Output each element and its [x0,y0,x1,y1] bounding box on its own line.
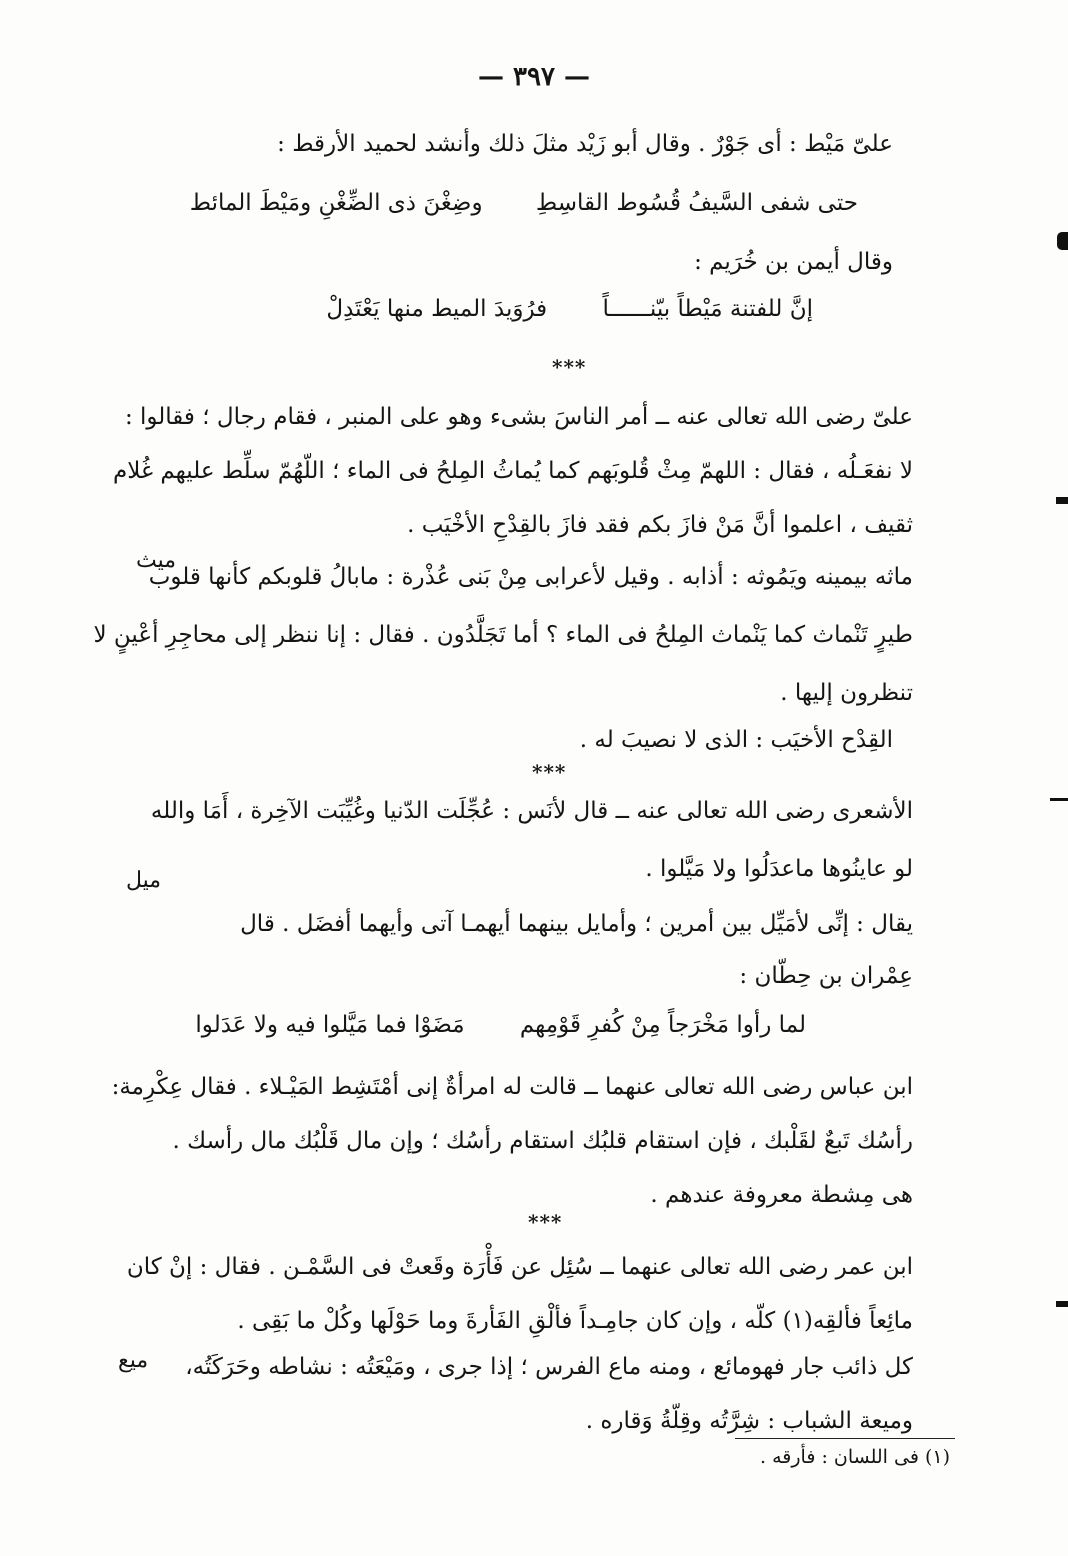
verse-hemistich-right: إنَّ للفتنة مَيْطاً بيّنــــــاً [602,296,813,322]
verse-hemistich-left: مَضَوْا فما مَيَّلوا فيه ولا عَدَلوا [195,1012,465,1038]
paragraph-mayl [240,898,913,1002]
text-line: علىّ مَيْط : أى جَوْرٌ . وقال أبو زَيْد مثلَ ذلك وأنشد لحميد الأرقط : [277,131,893,157]
text-line: وقال أيمن بن خُرَيم : [694,249,893,275]
text-line: الأشعرى رضى الله تعالى عنه ــ قال لأنَس : عُجِّلَت الدّنيا وغُيِّبَت الآخِرة ، أَمَا والله [150,798,913,824]
text-line: وميعة الشباب : شِرَّتُه وقِلّةُ وَقاره . [585,1408,913,1434]
text-line: مائِعاً فألقِه(١) كلّه ، وإن كان جامِـداً فألْقِ الفَأرةَ وما حَوْلَها وكُلْ ما بَقِى . [237,1308,913,1334]
text-line: رأسُك تَبعٌ لقَلْبك ، فإن استقام قلبُك استقام رأسُك ؛ وإن مال قَلْبُك مال رأسك . [172,1128,913,1154]
verse-hemistich-right: حتى شفى السَّيفُ قُسُوط القاسِطِ [535,190,858,216]
footnote: (١) فى اللسان : فأرقه . [760,1446,950,1468]
paragraph-line [694,240,893,284]
paragraph-ali [113,390,913,552]
text-line: لو عاينُوها ماعدَلُوا ولا مَيَّلوا . [645,856,913,882]
scan-mark [1050,798,1068,801]
footnote-divider [735,1438,955,1439]
verse-line [326,296,813,322]
text-line: ماثه بيمينه ويَمُوثه : أذابه . وقيل لأعرابى مِنْ بَنى عُذْرة : مابالُ قلوبكم كأنها قلوب [148,564,913,590]
paragraph-mayth [93,548,913,722]
text-line: علىّ رضى الله تعالى عنه ــ أمر الناسَ بشىء وهو على المنبر ، فقام رجال ؛ فقالوا : [124,404,913,430]
paragraph-mayt [277,120,893,168]
margin-root-word: ميع [118,1348,149,1373]
margin-root-word: ميث [136,548,177,573]
paragraph-ibn-umar [127,1240,913,1348]
text-line: هى مِشطة معروفة عندهم . [650,1182,913,1208]
text-line: عِمْران بن حِطّان : [739,963,913,989]
text-line: كل ذائب جار فهومائع ، ومنه ماع الفرس ؛ إذا جرى ، ومَيْعَتُه : نشاطه وحَرَكَتُه، [185,1354,913,1380]
verse-hemistich-left: فرُوَيدَ الميط منها يَعْتَدِلْ [326,296,548,322]
margin-root-word: ميل [126,868,162,893]
section-separator: *** [532,760,567,784]
paragraph-ashari [151,782,913,898]
verse-line [190,190,858,216]
scan-mark [1056,497,1068,504]
text-line: لا نفعَـلُه ، فقال : اللهمّ مِثْ قُلوبَهم كما يُماثُ المِلحُ فى الماء ؛ اللّهُمّ سلِّط عليهم غُلام [113,458,913,484]
verse-hemistich-left: وضِغْنَ ذى الضِّغْنِ ومَيْطَ المائط [189,190,483,216]
text-line: ابن عمر رضى الله تعالى عنهما ــ سُئِل عن فَأْرَة وقَعتْ فى السَّمْـن . فقال : إنْ كان [126,1254,913,1280]
text-line: ابن عباس رضى الله تعالى عنهما ــ قالت له امرأةٌ إنى أمْتَشِط المَيْـلاء . فقال عِكْرِمة: [111,1074,913,1100]
verse-hemistich-right: لما رأوا مَخْرَجاً مِنْ كُفرِ قَوْمِهم [519,1012,806,1038]
verse-line [195,1012,806,1038]
text-line: القِدْح الأخيَب : الذى لا نصيبَ له . [579,727,893,753]
paragraph-ibn-abbas [112,1060,913,1222]
text-line: ثقيف ، اعلموا أنَّ مَنْ فازَ بكم فقد فازَ بالقِدْحِ الأخْيَب . [407,512,913,538]
page-number: — ٣٩٧ — [477,62,591,92]
text-line: طيرٍ تَنْماث كما يَنْماث المِلحُ فى الماء ؟ أما تَجَلَّدُون . فقال : إنا ننظر إلى محاجِرِ أعْينٍ لا [93,622,913,648]
scan-mark [1056,1301,1068,1307]
paragraph-line [580,718,893,762]
section-separator: *** [552,355,587,379]
text-line: تنظرون إليها . [780,680,913,706]
text-line: يقال : إنِّى لأمَيِّل بين أمرين ؛ وأمايل بينهما أيهمـا آتى وأيهما أفضَل . قال [240,911,913,937]
paragraph-mayʿ [185,1340,913,1448]
section-separator: *** [528,1210,563,1234]
scan-mark [1057,232,1068,250]
